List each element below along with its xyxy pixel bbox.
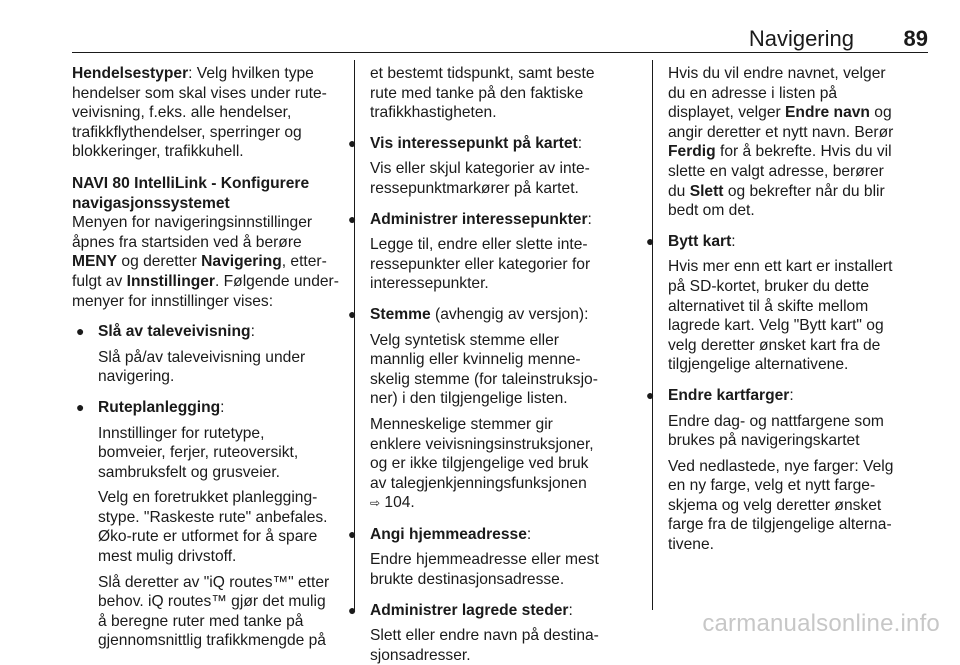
bullet-icon: ● — [76, 398, 85, 415]
list-item: ● Administrer lagrede steder: Slett eller endre navn på destina- sjonsadresser. — [344, 601, 640, 665]
page-number: 89 — [903, 26, 928, 51]
list-item: ● Ruteplanlegging: Innstillinger for rutetype, bomveier, ferjer, ruteoversikt, sambruksfelt og grusveier. Velg en foretrukket planlegging- stype. "Raskeste rute" anbefales. Øko-rute er utformet for å spare mest mulig drivstoff. Slå deretter av "iQ routes™" etter behov. iQ routes™ gjør det mulig å beregne ruter med tanke på gjennomsnittlig trafikkmengde på — [72, 398, 340, 651]
item-text: Legge til, endre eller slette inte- ressepunkter eller kategorier for interessepunkter. — [370, 236, 591, 293]
list-item: ● Vis interessepunkt på kartet: Vis eller skjul kategorier av inte- ressepunktmarkører på kartet. — [344, 134, 640, 199]
item-text: Slå på/av taleveivisning under navigering. — [98, 348, 306, 386]
item-text: Slett eller endre navn på destina- sjonsadresser. — [370, 627, 599, 664]
list-item: ● Bytt kart: Hvis mer enn ett kart er installert på SD-kortet, bruker du dette alternativet til å skifte mellom lagrede kart. Velg "Bytt kart" og velg deretter ønsket kart fra de tilgjengelige alternativene. — [642, 232, 930, 375]
rename-paragraph: Hvis du vil endre navnet, velger du en adresse i listen på displayet, velger Endre navn og angir deretter et nytt navn. Berør Ferdig for å bekrefte. Hvis du vil slette en valgt adresse, berører du Slett og bekrefter når du blir bedt om det. — [668, 65, 894, 220]
item-text: Innstillinger for rutetype, bomveier, ferjer, ruteoversikt, sambruksfelt og grusveier. — [98, 424, 299, 481]
list-item: ● Slå av taleveivisning: Slå på/av taleveivisning under navigering. — [72, 322, 340, 387]
term-hendelsestyper: Hendelsestyper — [72, 65, 189, 82]
page-reference: 104. — [380, 494, 415, 512]
section-heading: NAVI 80 IntelliLink - Konfigurere navigasjonssystemet — [72, 174, 310, 212]
page-header — [72, 26, 928, 54]
item-text: Slå deretter av "iQ routes™" etter behov. iQ routes™ gjør det mulig å beregne ruter med tanke på gjennomsnittlig trafikkmengde på — [98, 573, 330, 650]
intro-paragraph: Menyen for navigeringsinnstillinger åpnes fra startsiden ved å berøre MENY og deretter Navigering, etter- fulgt av Innstillinger. Følgende under- menyer for innstillinger vises: — [72, 214, 339, 310]
term-ferdig: Ferdig — [668, 143, 716, 161]
bullet-icon: ● — [646, 386, 655, 403]
item-title: Endre kartfarger — [668, 386, 790, 404]
term-navigering: Navigering — [201, 253, 282, 271]
bullet-icon: ● — [348, 305, 357, 322]
continued-text: et bestemt tidspunkt, samt beste rute med tanke på den faktiske trafikkhastigheten. — [370, 65, 595, 122]
item-text: Ved nedlastede, nye farger: Velg en ny farge, velg et nytt farge- skjema og velg deretter ønsket farge fra de tilgjengelige alterna- tivene. — [668, 457, 894, 554]
item-title: Administrer interessepunkter — [370, 210, 588, 228]
list-item: ● Stemme (avhengig av versjon): Velg syntetisk stemme eller mannlig eller kvinnelig menne- skelig stemme (for taleinstruksjo- ner) i den tilgjengelige listen. Menneskelige stemmer gir enklere veivisningsinstruksjoner, og er ikke tilgjengelige ved bruk av talegjenkjenningsfunksjonen ⇨ 104. — [344, 305, 640, 514]
bullet-icon: ● — [646, 232, 655, 249]
item-title: Bytt kart — [668, 232, 732, 250]
bullet-icon: ● — [348, 525, 357, 542]
column-1 — [72, 64, 340, 651]
term-meny: MENY — [72, 253, 118, 271]
list-item: ● Endre kartfarger: Endre dag- og nattfargene som brukes på navigeringskartet Ved nedlastede, nye farger: Velg en ny farge, velg et nytt farge- skjema og velg deretter ønsket farge fra de tilgjengelige alterna- tivene. — [642, 386, 930, 555]
item-title: Administrer lagrede steder — [370, 601, 569, 619]
term-slett: Slett — [689, 182, 724, 200]
item-title: Angi hjemmeadresse — [370, 525, 527, 543]
item-text: Velg syntetisk stemme eller mannlig eller kvinnelig menne- skelig stemme (for taleinstruksjo- ner) i den tilgjengelige listen. — [370, 331, 598, 408]
column-2 — [348, 64, 640, 665]
bullet-icon: ● — [348, 134, 357, 151]
list-item: ● Administrer interessepunkter: Legge til, endre eller slette inte- ressepunkter eller kategorier for interessepunkter. — [344, 210, 640, 294]
item-title: Stemme — [370, 305, 431, 323]
item-title: Vis interessepunkt på kartet — [370, 134, 578, 152]
list-item: ● Angi hjemmeadresse: Endre hjemmeadresse eller mest brukte destinasjonsadresse. — [344, 525, 640, 590]
watermark: carmanualsonline.info — [702, 610, 940, 637]
header-rule — [72, 52, 928, 53]
item-text: Endre hjemmeadresse eller mest brukte destinasjonsadresse. — [370, 551, 599, 589]
hendelsestyper-paragraph: Hendelsestyper: Velg hvilken type hendelser som skal vises under rute- veivisning, f.eks. alle hendelser, trafikkflythendelser, sperringer og blokkeringer, trafikkuhell. — [72, 65, 327, 161]
term-endre-navn: Endre navn — [785, 104, 870, 122]
item-text: Menneskelige stemmer gir enklere veivisningsinstruksjoner, og er ikke tilgjengelige ved bruk av talegjenkjenningsfunksjonen ⇨ 104. — [370, 415, 640, 514]
item-text: Velg en foretrukket planlegging- stype. "Raskeste rute" anbefales. Øko-rute er utformet for å spare mest mulig drivstoff. — [98, 489, 328, 566]
page-title: Navigering — [748, 26, 854, 51]
item-title: Slå av taleveivisning — [98, 323, 251, 341]
column-3 — [646, 64, 930, 555]
term-innstillinger: Innstillinger — [126, 272, 215, 290]
bullet-icon: ● — [76, 323, 85, 340]
item-text: Hvis mer enn ett kart er installert på SD-kortet, bruker du dette alternativet til å skifte mellom lagrede kart. Velg "Bytt kart" og velg deretter ønsket kart fra de tilgjengelige alternativene. — [668, 258, 893, 374]
bullet-icon: ● — [348, 210, 357, 227]
bullet-icon: ● — [348, 601, 357, 618]
item-title: Ruteplanlegging — [98, 398, 221, 416]
page-reference-icon: ⇨ — [370, 496, 381, 511]
item-text: Vis eller skjul kategorier av inte- ressepunktmarkører på kartet. — [370, 160, 590, 197]
item-text: Endre dag- og nattfargene som brukes på navigeringskartet — [668, 412, 884, 450]
